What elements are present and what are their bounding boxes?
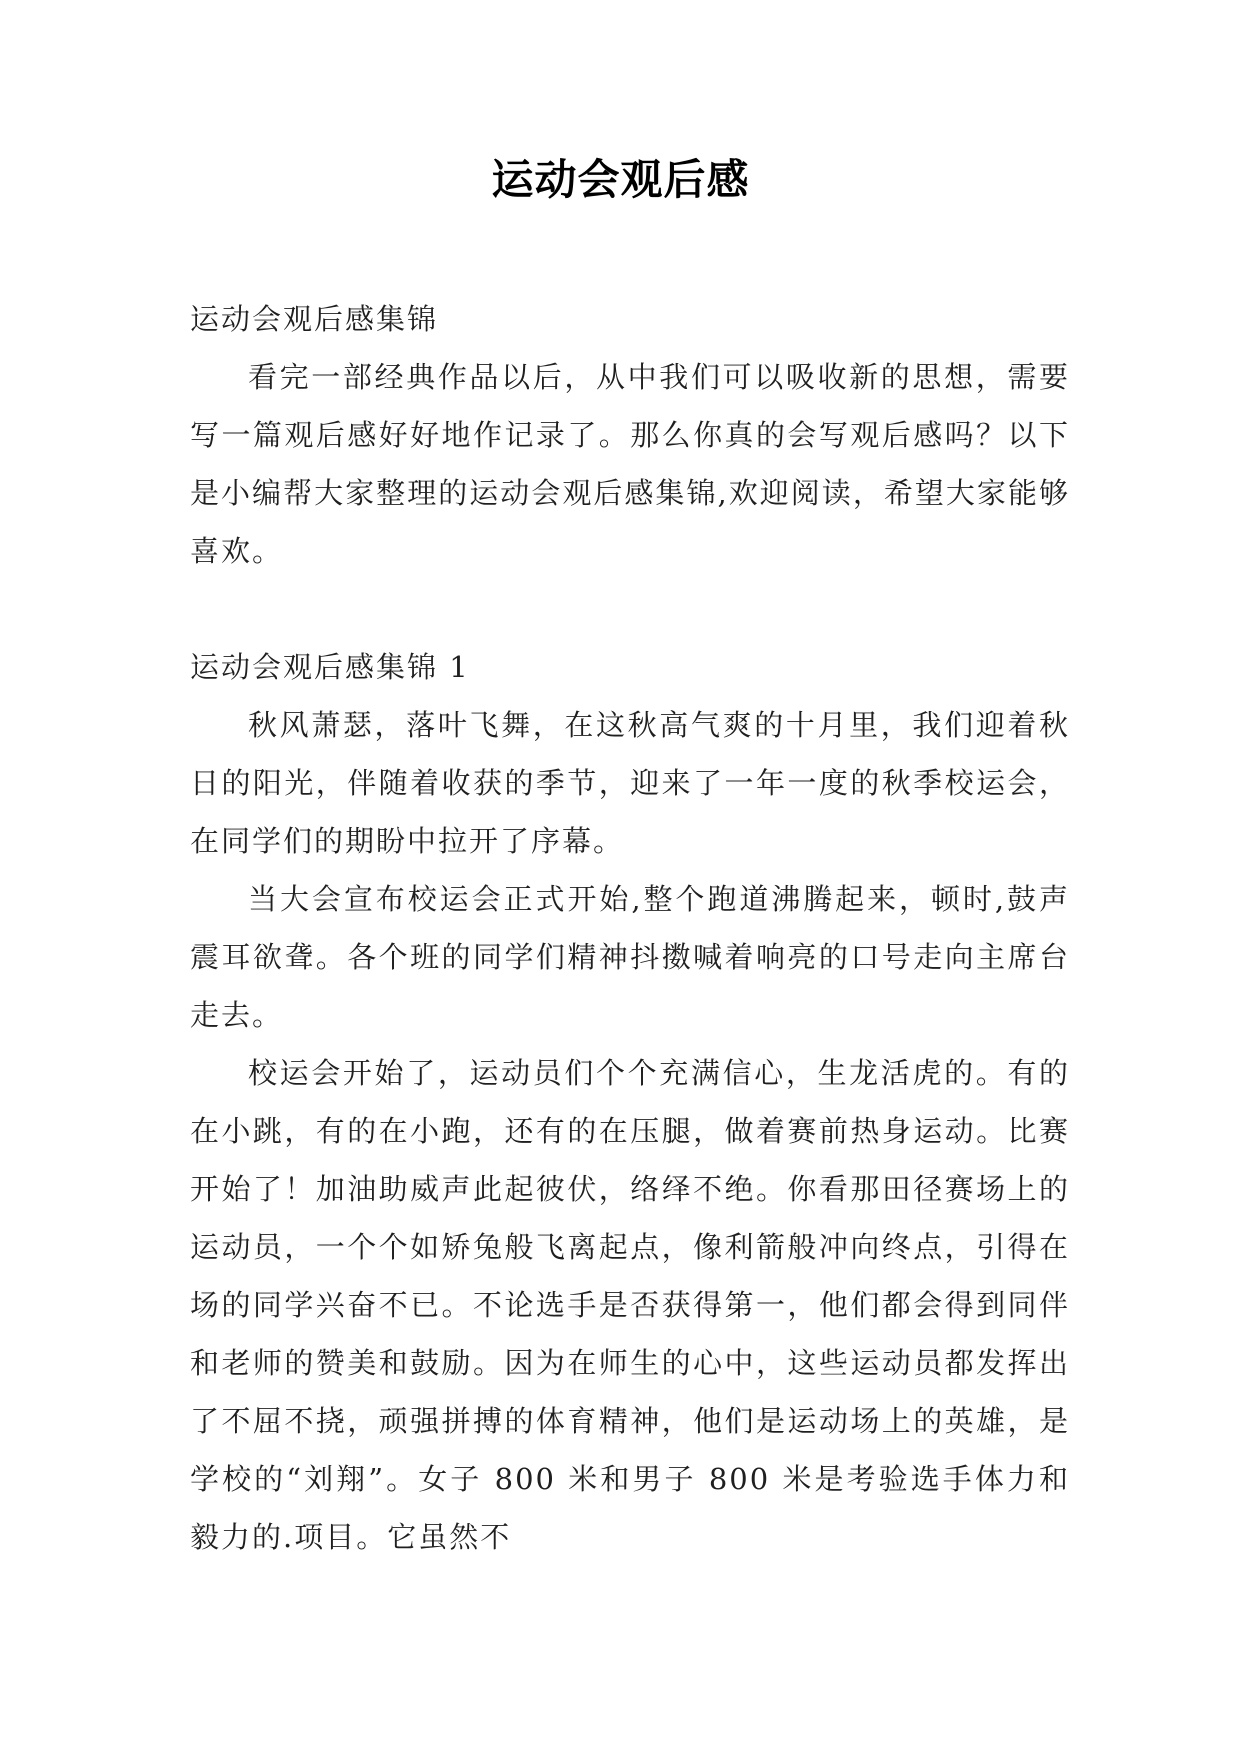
document-title: 运动会观后感	[491, 155, 750, 204]
section1-paragraph: 当大会宣布校运会正式开始,整个跑道沸腾起来，顿时,鼓声震耳欲聋。各个班的同学们精神抖擞喊着响亮的口号走向主席台走去。	[190, 882, 1070, 1032]
intro-paragraph: 看完一部经典作品以后，从中我们可以吸收新的思想，需要写一篇观后感好好地作记录了。那么你真的会写观后感吗？以下是小编帮大家整理的运动会观后感集锦,欢迎阅读，希望大家能够喜欢。	[190, 360, 1070, 568]
section1-paragraph: 秋风萧瑟，落叶飞舞，在这秋高气爽的十月里，我们迎着秋日的阳光，伴随着收获的季节，迎来了一年一度的秋季校运会，在同学们的期盼中拉开了序幕。	[190, 708, 1070, 858]
intro-heading: 运动会观后感集锦	[190, 302, 439, 336]
section-gap	[190, 580, 1070, 638]
section1-heading: 运动会观后感集锦 1	[190, 650, 470, 684]
document-body	[190, 290, 1070, 1566]
section1-paragraph: 校运会开始了，运动员们个个充满信心，生龙活虎的。有的在小跳，有的在小跑，还有的在压腿，做着赛前热身运动。比赛开始了！加油助威声此起彼伏，络绎不绝。你看那田径赛场上的运动员，一个个如矫兔般飞离起点，像利箭般冲向终点，引得在场的同学兴奋不已。不论选手是否获得第一，他们都会得到同伴和老师的赞美和鼓励。因为在师生的心中，这些运动员都发挥出了不屈不挠，顽强拼搏的体育精神，他们是运动场上的英雄，是学校的“刘翔”。女子 800 米和男子 800 米是考验选手体力和毅力的.项目。它虽然不	[190, 1056, 1070, 1554]
